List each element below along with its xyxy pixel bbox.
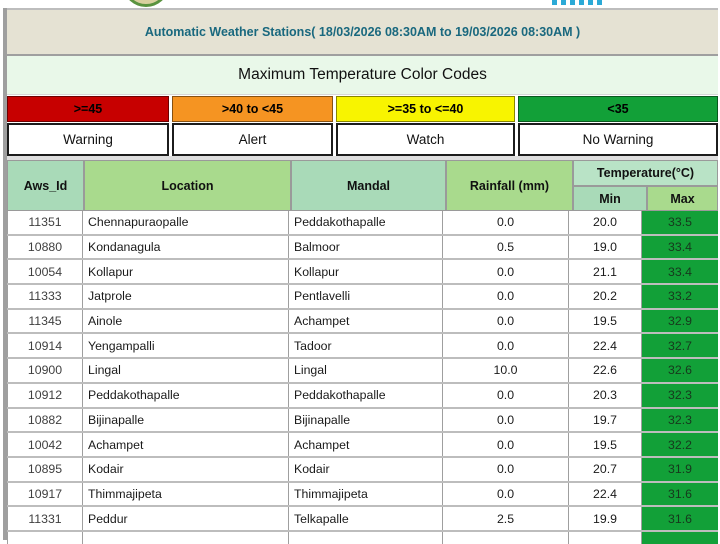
min-temp-cell: 20.7 (569, 458, 642, 481)
legend-category-4: No Warning (518, 123, 718, 156)
location-cell: Bijinapalle (83, 409, 289, 432)
mandal-cell: Achampet (289, 310, 443, 333)
table-row (7, 236, 718, 261)
aws-id-cell: 10054 (7, 260, 83, 283)
rainfall-cell (443, 532, 569, 544)
table-row (7, 310, 718, 335)
mandal-cell: Peddakothapalle (289, 211, 443, 234)
aws-id-cell: 10882 (7, 409, 83, 432)
max-temp-cell: 31.9 (642, 458, 718, 481)
legend-range-2: >40 to <45 (172, 96, 333, 122)
legend-range-1: >=45 (7, 96, 169, 122)
location-cell: Kodair (83, 458, 289, 481)
rainfall-cell: 0.0 (443, 285, 569, 308)
legend-range-3: >=35 to <=40 (336, 96, 515, 122)
location-cell: Peddakothapalle (83, 384, 289, 407)
aws-id-cell: 11351 (7, 211, 83, 234)
legend-category-1: Warning (7, 123, 169, 156)
min-temp-cell: 19.7 (569, 409, 642, 432)
rainfall-cell: 0.0 (443, 483, 569, 506)
min-temp-cell: 21.1 (569, 260, 642, 283)
column-header-aws-id: Aws_Id (8, 161, 83, 210)
max-temp-cell: 33.5 (642, 211, 718, 234)
table-row (7, 483, 718, 508)
mandal-cell (289, 532, 443, 544)
column-header-max: Max (648, 187, 717, 210)
table-row (7, 433, 718, 458)
aws-id-cell: 11345 (7, 310, 83, 333)
max-temp-cell: 32.2 (642, 433, 718, 456)
location-cell: Peddur (83, 507, 289, 530)
location-cell: Thimmajipeta (83, 483, 289, 506)
min-temp-cell: 19.5 (569, 310, 642, 333)
aws-id-cell: 10895 (7, 458, 83, 481)
temperature-color-legend (7, 96, 718, 122)
color-codes-title-bar (7, 56, 718, 95)
top-strip (0, 0, 720, 8)
min-temp-cell: 19.9 (569, 507, 642, 530)
table-row (7, 359, 718, 384)
location-cell: Kollapur (83, 260, 289, 283)
table-row (7, 334, 718, 359)
max-temp-cell (642, 532, 718, 544)
location-cell: Lingal (83, 359, 289, 382)
max-temp-cell: 32.9 (642, 310, 718, 333)
table-row (7, 285, 718, 310)
max-temp-cell: 32.6 (642, 359, 718, 382)
location-cell (83, 532, 289, 544)
legend-range-4: <35 (518, 96, 718, 122)
max-temp-cell: 33.2 (642, 285, 718, 308)
mandal-cell: Tadoor (289, 334, 443, 357)
logo-circle-icon (124, 0, 168, 7)
table-body (7, 211, 718, 532)
table-row (7, 507, 718, 532)
location-cell: Ainole (83, 310, 289, 333)
min-temp-cell: 22.4 (569, 483, 642, 506)
mandal-cell: Pentlavelli (289, 285, 443, 308)
report-banner (7, 8, 718, 56)
legend-category-3: Watch (336, 123, 515, 156)
rainfall-cell: 0.0 (443, 409, 569, 432)
min-temp-cell: 19.0 (569, 236, 642, 259)
column-header-location: Location (85, 161, 290, 210)
max-temp-cell: 33.4 (642, 236, 718, 259)
max-temp-cell: 31.6 (642, 483, 718, 506)
table-row (7, 384, 718, 409)
location-cell: Kondanagula (83, 236, 289, 259)
table-header (7, 160, 718, 211)
mandal-cell: Achampet (289, 433, 443, 456)
mandal-cell: Kollapur (289, 260, 443, 283)
mandal-cell: Balmoor (289, 236, 443, 259)
min-temp-cell: 22.4 (569, 334, 642, 357)
aws-id-cell: 11333 (7, 285, 83, 308)
location-cell: Jatprole (83, 285, 289, 308)
rainfall-cell: 0.0 (443, 260, 569, 283)
column-header-rainfall: Rainfall (mm) (447, 161, 572, 210)
min-temp-cell: 20.0 (569, 211, 642, 234)
aws-id-cell: 10042 (7, 433, 83, 456)
mandal-cell: Bijinapalle (289, 409, 443, 432)
mandal-cell: Lingal (289, 359, 443, 382)
rainfall-cell: 0.0 (443, 458, 569, 481)
rainfall-cell: 0.0 (443, 384, 569, 407)
aws-id-cell: 10914 (7, 334, 83, 357)
cut-off-blue-text-fragment (552, 0, 604, 5)
table-row (7, 409, 718, 434)
mandal-cell: Kodair (289, 458, 443, 481)
partial-logo-icon (122, 0, 170, 8)
left-frame-line (3, 8, 7, 540)
section-title-text: Maximum Temperature Color Codes (238, 66, 487, 83)
aws-id-cell: 10880 (7, 236, 83, 259)
rainfall-cell: 0.0 (443, 211, 569, 234)
column-header-temperature: Temperature(°C) (574, 161, 717, 185)
max-temp-cell: 33.4 (642, 260, 718, 283)
rainfall-cell: 10.0 (443, 359, 569, 382)
max-temp-cell: 32.3 (642, 384, 718, 407)
aws-id-cell: 10900 (7, 359, 83, 382)
min-temp-cell: 20.3 (569, 384, 642, 407)
column-header-mandal: Mandal (292, 161, 445, 210)
location-cell: Chennapuraopalle (83, 211, 289, 234)
min-temp-cell: 19.5 (569, 433, 642, 456)
rainfall-cell: 0.0 (443, 433, 569, 456)
aws-id-cell (7, 532, 83, 544)
max-temp-cell: 32.3 (642, 409, 718, 432)
min-temp-cell: 20.2 (569, 285, 642, 308)
rainfall-cell: 2.5 (443, 507, 569, 530)
rainfall-cell: 0.5 (443, 236, 569, 259)
max-temp-cell: 32.7 (642, 334, 718, 357)
rainfall-cell: 0.0 (443, 334, 569, 357)
aws-id-cell: 10912 (7, 384, 83, 407)
warning-category-row (7, 123, 718, 156)
banner-title: Automatic Weather Stations( 18/03/2026 08:30AM to 19/03/2026 08:30AM ) (144, 25, 581, 39)
mandal-cell: Thimmajipeta (289, 483, 443, 506)
aws-id-cell: 11331 (7, 507, 83, 530)
table-row-partial (7, 532, 718, 544)
mandal-cell: Telkapalle (289, 507, 443, 530)
table-row (7, 458, 718, 483)
mandal-cell: Peddakothapalle (289, 384, 443, 407)
rainfall-cell: 0.0 (443, 310, 569, 333)
max-temp-cell: 31.6 (642, 507, 718, 530)
legend-category-2: Alert (172, 123, 333, 156)
table-row (7, 260, 718, 285)
aws-id-cell: 10917 (7, 483, 83, 506)
location-cell: Achampet (83, 433, 289, 456)
min-temp-cell: 22.6 (569, 359, 642, 382)
location-cell: Yengampalli (83, 334, 289, 357)
column-header-min: Min (574, 187, 646, 210)
table-row (7, 211, 718, 236)
min-temp-cell (569, 532, 642, 544)
